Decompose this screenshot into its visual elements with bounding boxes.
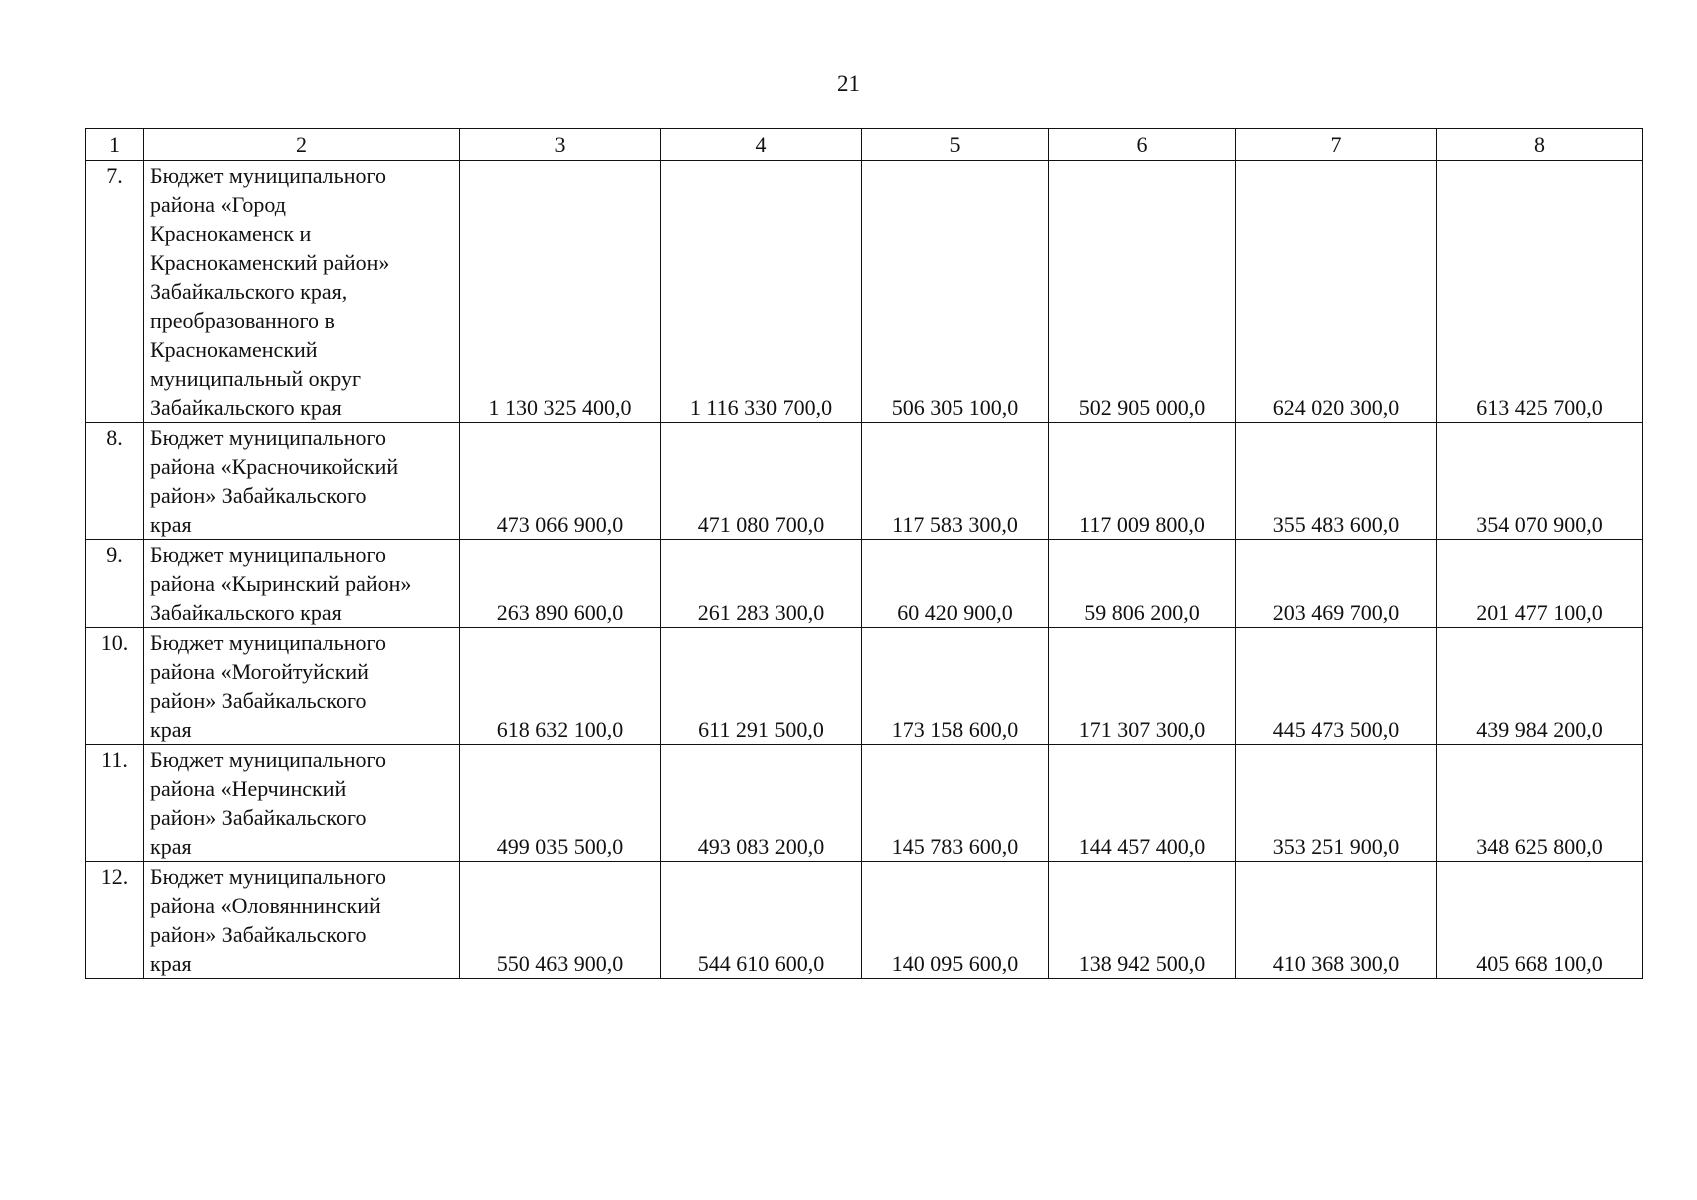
row-number: 12. — [86, 862, 144, 979]
column-header-8: 8 — [1437, 129, 1643, 161]
budget-name-line: края — [150, 512, 192, 537]
row-number: 11. — [86, 745, 144, 862]
table-row — [86, 862, 1643, 979]
value-cell: 348 625 800,0 — [1437, 745, 1643, 862]
budget-name-line: района «Могойтуйский — [150, 659, 369, 684]
value-cell: 410 368 300,0 — [1236, 862, 1437, 979]
value-cell: 439 984 200,0 — [1437, 628, 1643, 745]
budget-name-line: район» Забайкальского — [150, 483, 367, 508]
value-cell: 117 009 800,0 — [1049, 423, 1236, 540]
value-cell: 405 668 100,0 — [1437, 862, 1643, 979]
budget-name-line: Забайкальского края — [150, 395, 342, 420]
value-cell: 1 130 325 400,0 — [460, 161, 661, 423]
table-row — [86, 423, 1643, 540]
budget-name-line: Бюджет муниципального — [150, 864, 386, 889]
budget-name-line: Краснокаменский район» — [150, 250, 390, 275]
value-cell: 145 783 600,0 — [862, 745, 1049, 862]
value-cell: 473 066 900,0 — [460, 423, 661, 540]
value-cell: 60 420 900,0 — [862, 540, 1049, 628]
value-cell: 59 806 200,0 — [1049, 540, 1236, 628]
value-cell: 171 307 300,0 — [1049, 628, 1236, 745]
value-cell: 499 035 500,0 — [460, 745, 661, 862]
value-cell: 355 483 600,0 — [1236, 423, 1437, 540]
column-header-4: 4 — [661, 129, 862, 161]
value-cell: 201 477 100,0 — [1437, 540, 1643, 628]
value-cell: 261 283 300,0 — [661, 540, 862, 628]
value-cell: 1 116 330 700,0 — [661, 161, 862, 423]
column-header-3: 3 — [460, 129, 661, 161]
budget-name-line: района «Оловяннинский — [150, 893, 381, 918]
value-cell: 203 469 700,0 — [1236, 540, 1437, 628]
column-header-7: 7 — [1236, 129, 1437, 161]
budget-name-line: края — [150, 717, 192, 742]
budget-name-line: Бюджет муниципального — [150, 425, 386, 450]
value-cell: 613 425 700,0 — [1437, 161, 1643, 423]
value-cell: 173 158 600,0 — [862, 628, 1049, 745]
budget-name-line: муниципальный округ — [150, 366, 362, 391]
value-cell: 354 070 900,0 — [1437, 423, 1643, 540]
budget-name-line: Бюджет муниципального — [150, 747, 386, 772]
value-cell: 544 610 600,0 — [661, 862, 862, 979]
row-number: 8. — [86, 423, 144, 540]
value-cell: 506 305 100,0 — [862, 161, 1049, 423]
column-header-5: 5 — [862, 129, 1049, 161]
budget-name-line: Краснокаменск и — [150, 221, 312, 246]
table-row — [86, 745, 1643, 862]
budget-name-line: Бюджет муниципального — [150, 163, 386, 188]
budget-name-line: район» Забайкальского — [150, 688, 367, 713]
budget-name-line: Забайкальского края, — [150, 279, 348, 304]
budget-name-line: Бюджет муниципального — [150, 542, 386, 567]
row-number: 9. — [86, 540, 144, 628]
budget-name-line: Забайкальского края — [150, 600, 342, 625]
value-cell: 263 890 600,0 — [460, 540, 661, 628]
budget-name-line: Краснокаменский — [150, 337, 318, 362]
value-cell: 550 463 900,0 — [460, 862, 661, 979]
budget-name-line: района «Город — [150, 192, 286, 217]
value-cell: 140 095 600,0 — [862, 862, 1049, 979]
value-cell: 144 457 400,0 — [1049, 745, 1236, 862]
table-row — [86, 161, 1643, 423]
value-cell: 353 251 900,0 — [1236, 745, 1437, 862]
budget-name — [144, 745, 460, 862]
budget-name-line: преобразованного в — [150, 308, 335, 333]
budget-name — [144, 423, 460, 540]
budget-name-line: район» Забайкальского — [150, 922, 367, 947]
value-cell: 493 083 200,0 — [661, 745, 862, 862]
value-cell: 624 020 300,0 — [1236, 161, 1437, 423]
table-row — [86, 628, 1643, 745]
budget-name-line: края — [150, 951, 192, 976]
column-header-1: 1 — [86, 129, 144, 161]
value-cell: 445 473 500,0 — [1236, 628, 1437, 745]
budget-name — [144, 628, 460, 745]
budget-name-line: района «Кыринский район» — [150, 571, 412, 596]
value-cell: 138 942 500,0 — [1049, 862, 1236, 979]
budget-table — [85, 128, 1643, 979]
value-cell: 502 905 000,0 — [1049, 161, 1236, 423]
budget-name-line: района «Нерчинский — [150, 776, 347, 801]
table-row — [86, 540, 1643, 628]
header-row — [86, 129, 1643, 161]
column-header-2: 2 — [144, 129, 460, 161]
budget-name-line: района «Красночикойский — [150, 454, 399, 479]
budget-name-line: район» Забайкальского — [150, 805, 367, 830]
budget-name — [144, 161, 460, 423]
value-cell: 117 583 300,0 — [862, 423, 1049, 540]
value-cell: 471 080 700,0 — [661, 423, 862, 540]
budget-name-line: Бюджет муниципального — [150, 630, 386, 655]
budget-name-line: края — [150, 834, 192, 859]
row-number: 7. — [86, 161, 144, 423]
row-number: 10. — [86, 628, 144, 745]
value-cell: 618 632 100,0 — [460, 628, 661, 745]
column-header-6: 6 — [1049, 129, 1236, 161]
budget-name — [144, 540, 460, 628]
value-cell: 611 291 500,0 — [661, 628, 862, 745]
budget-name — [144, 862, 460, 979]
page-number: 21 — [837, 71, 860, 96]
